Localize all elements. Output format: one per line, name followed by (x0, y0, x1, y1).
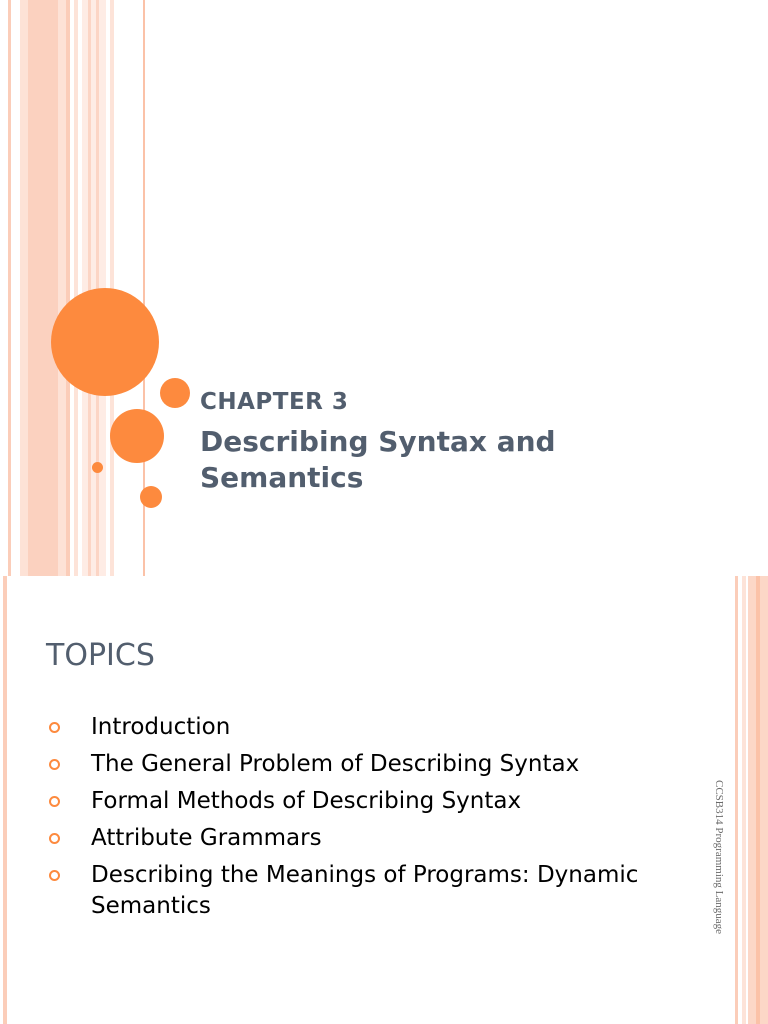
stripe-decoration (28, 0, 58, 576)
stripe-decoration (742, 576, 746, 1024)
circle-bullet-icon (49, 796, 60, 807)
slide-footer: CCSB314 Programming Language (713, 780, 725, 934)
list-item (46, 712, 686, 743)
list-item-text: Describing the Meanings of Programs: Dynamic Semantics (91, 862, 639, 919)
circle-bullet-icon (49, 870, 60, 881)
list-item-text: Formal Methods of Describing Syntax (91, 788, 522, 814)
slide-title: Describing Syntax and Semantics (200, 425, 556, 494)
decorative-circle (140, 486, 162, 508)
topics-heading: TOPICS (46, 638, 155, 673)
list-item-text: Introduction (91, 714, 231, 740)
list-item (46, 860, 686, 922)
list-item (46, 786, 686, 817)
topics-list (46, 712, 686, 928)
list-item-text: Attribute Grammars (91, 825, 322, 851)
circle-bullet-icon (49, 833, 60, 844)
stripe-decoration (88, 0, 91, 576)
chapter-label: CHAPTER 3 (200, 389, 349, 415)
decorative-circle-small (92, 462, 103, 473)
list-item-text: The General Problem of Describing Syntax (91, 751, 580, 777)
decorative-circle-large (51, 288, 159, 396)
circle-bullet-icon (49, 759, 60, 770)
stripe-decoration (735, 576, 738, 1024)
decorative-circle (110, 409, 164, 463)
stripe-decoration (8, 0, 11, 576)
list-item (46, 823, 686, 854)
stripe-decoration (3, 576, 7, 1024)
stripe-decoration (756, 576, 760, 1024)
list-item (46, 749, 686, 780)
circle-bullet-icon (49, 722, 60, 733)
stripe-decoration (74, 0, 78, 576)
stripe-decoration (66, 0, 70, 576)
decorative-circle (160, 378, 190, 408)
